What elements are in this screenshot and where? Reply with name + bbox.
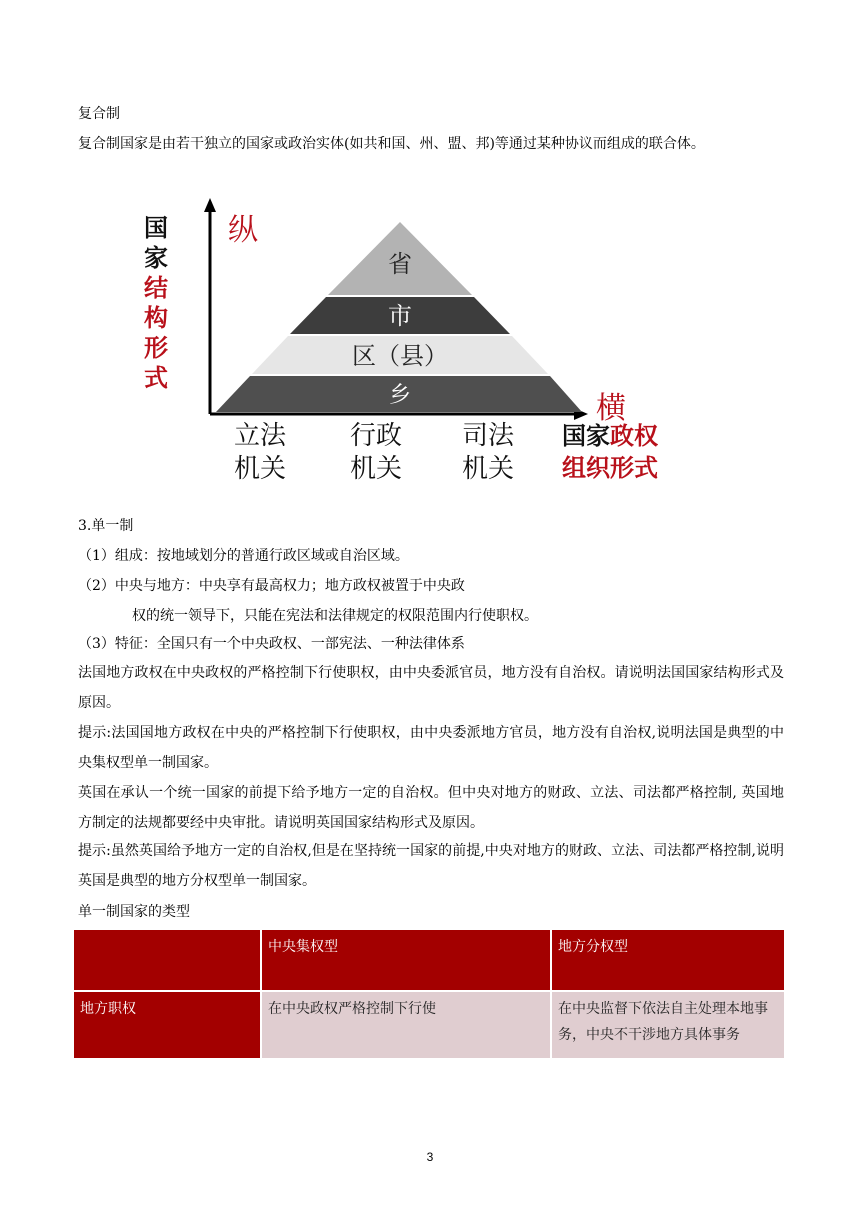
level-label-district: 区（县） — [352, 342, 448, 370]
unitary-item-1: （1）组成：按地域划分的普通行政区域或自治区域。 — [78, 548, 409, 564]
horizontal-axis-label: 横 — [596, 391, 626, 426]
level-label-township: 乡 — [388, 383, 412, 408]
vertical-axis-label: 纵 — [228, 213, 258, 248]
svg-text:构: 构 — [144, 304, 168, 332]
unitary-heading: 3.单一制 — [78, 518, 134, 534]
table-header-blank — [73, 929, 261, 991]
table-header-centralized: 中央集权型 — [261, 929, 551, 991]
level-label-city: 市 — [388, 302, 412, 330]
uk-question: 英国在承认一个统一国家的前提下给予地方一定的自治权。但中央对地方的财政、立法、司法都严格控制, 英国地方制定的法规都要经中央审批。请说明英国国家结构形式及原因。 — [78, 785, 784, 831]
france-answer: 提示:法国国地方政权在中央的严格控制下行使职权，由中央委派地方官员，地方没有自治权,说明法国是典型的中央集权型单一制国家。 — [78, 725, 784, 771]
table-cell-centralized: 在中央政权严格控制下行使 — [261, 991, 551, 1059]
organ-legislative-line1: 立法 — [233, 421, 287, 451]
svg-text:家: 家 — [144, 244, 168, 272]
state-structure-diagram — [130, 192, 690, 492]
uk-answer: 提示:虽然英国给予地方一定的自治权,但是在坚持统一国家的前提,中央对地方的财政、立法、司法都严格控制,说明英国是典型的地方分权型单一制国家。 — [78, 843, 784, 889]
unitary-item-2-line1: （2）中央与地方：中央享有最高权力；地方政权被置于中央政 — [78, 578, 465, 594]
table-header-row — [73, 929, 785, 991]
organ-executive-line2: 机关 — [349, 454, 403, 484]
vertical-axis-arrow-icon — [204, 198, 216, 212]
svg-text:式: 式 — [144, 364, 168, 392]
types-heading: 单一制国家的类型 — [78, 904, 190, 920]
table-row-label: 地方职权 — [73, 991, 261, 1059]
horizontal-side-label-line1: 国家政权 — [562, 422, 658, 450]
unitary-item-2-line2: 权的统一领导下，只能在宪法和法律规定的权限范围内行使职权。 — [132, 608, 538, 624]
table-header-decentralized: 地方分权型 — [551, 929, 785, 991]
unitary-item-3: （3）特征：全国只有一个中央政权、一部宪法、一种法律体系 — [78, 636, 465, 652]
table-cell-decentralized: 在中央监督下依法自主处理本地事务，中央不干涉地方具体事务 — [551, 991, 785, 1059]
horizontal-side-label-line2: 组织形式 — [562, 454, 658, 482]
svg-text:形: 形 — [144, 334, 168, 362]
unitary-types-table — [72, 928, 786, 1060]
vertical-side-label — [144, 214, 168, 392]
organ-executive-line1: 行政 — [349, 421, 403, 451]
organ-judicial-line1: 司法 — [461, 421, 515, 451]
france-question: 法国地方政权在中央政权的严格控制下行使职权，由中央委派官员，地方没有自治权。请说明法国国家结构形式及原因。 — [78, 665, 784, 711]
organ-judicial-line2: 机关 — [461, 454, 515, 484]
organ-legislative-line2: 机关 — [233, 454, 287, 484]
compound-heading: 复合制 — [78, 106, 120, 122]
compound-definition: 复合制国家是由若干独立的国家或政治实体(如共和国、州、盟、邦)等通过某种协议而组成的联合体。 — [78, 136, 705, 152]
svg-text:结: 结 — [144, 274, 168, 302]
level-label-province: 省 — [388, 250, 412, 278]
table-row — [73, 991, 785, 1059]
page-number: 3 — [426, 1150, 434, 1164]
svg-text:国: 国 — [144, 214, 168, 242]
